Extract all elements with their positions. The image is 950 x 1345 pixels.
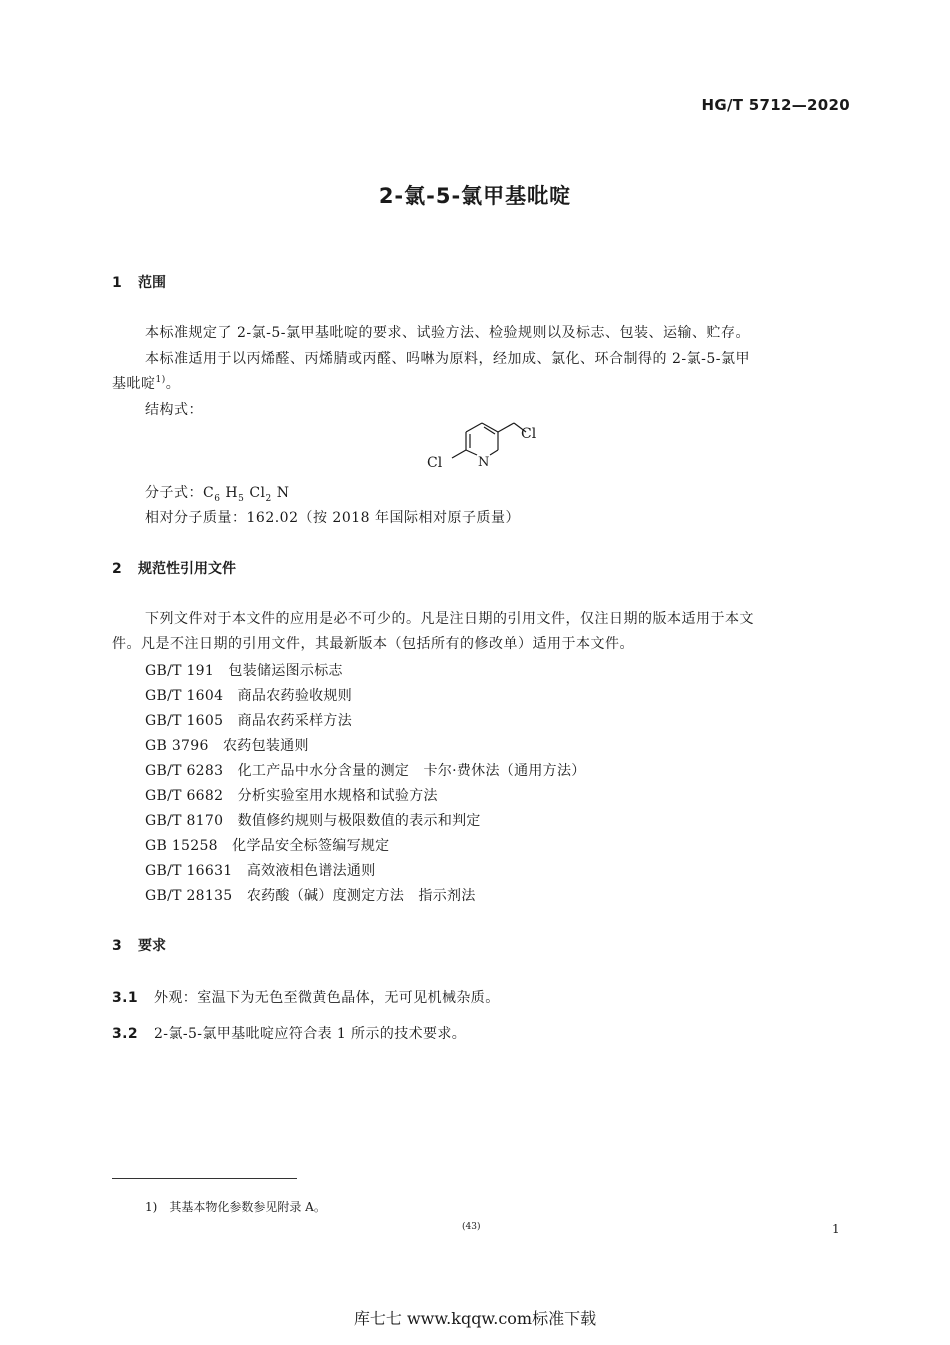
footnote-marker: 1)	[145, 1200, 158, 1214]
reference-title: 化学品安全标签编写规定	[232, 838, 390, 854]
reference-code: GB/T 16631	[145, 863, 233, 879]
formula-cl: Cl	[249, 485, 266, 501]
clause-text: 2-氯-5-氯甲基吡啶应符合表 1 所示的技术要求。	[154, 1026, 467, 1042]
section-number: 1	[112, 275, 122, 291]
page-number: 1	[832, 1222, 840, 1236]
reference-title: 高效液相色谱法通则	[246, 863, 376, 879]
reference-title: 包装储运图示标志	[228, 663, 343, 679]
footnote-reference: 1)	[155, 375, 166, 385]
footnote-divider	[112, 1178, 297, 1179]
formula-c: C	[203, 485, 215, 501]
molecular-formula-line	[145, 480, 289, 508]
reference-code: GB/T 28135	[145, 888, 233, 904]
reference-code: GB/T 191	[145, 663, 215, 679]
nitrogen-atom: N	[478, 455, 490, 470]
chlorine-atom-right: Cl	[521, 426, 537, 442]
molecular-mass-line: 相对分子质量：162.02（按 2018 年国际相对原子质量）	[145, 510, 521, 526]
watermark-text: 库七七 www.kqqw.com标准下载	[353, 1309, 597, 1328]
section-number: 3	[112, 938, 122, 954]
scope-text: 基吡啶	[112, 376, 156, 392]
reference-code: GB/T 1604	[145, 688, 224, 704]
footnote	[145, 1198, 326, 1215]
section-number: 2	[112, 561, 122, 577]
document-title: 2-氯-5-氯甲基吡啶	[378, 184, 572, 208]
clause-number: 3.2	[112, 1026, 139, 1042]
section-title: 范围	[138, 275, 166, 291]
scope-paragraph-2-line-1: 本标准适用于以丙烯醛、丙烯腈或丙醛、吗啉为原料，经加成、氯化、环合制得的 2-氯-5-氯甲	[145, 351, 750, 367]
reference-code: GB/T 6283	[145, 763, 224, 779]
section-1-heading	[112, 272, 166, 292]
reference-code: GB 3796	[145, 738, 209, 754]
clause-3-2	[112, 1023, 466, 1043]
reference-code: GB 15258	[145, 838, 218, 854]
reference-item	[145, 810, 481, 830]
formula-c-count: 6	[214, 494, 221, 504]
reference-item	[145, 885, 476, 905]
formula-h: H	[225, 485, 239, 501]
reference-title: 农药包装通则	[222, 738, 309, 754]
references-intro-line-2: 件。凡是不注日期的引用文件，其最新版本（包括所有的修改单）适用于本文件。	[112, 636, 634, 652]
structural-formula	[420, 418, 550, 478]
reference-item	[145, 785, 438, 805]
formula-cl-count: 2	[265, 494, 272, 504]
formula-h-count: 5	[238, 494, 245, 504]
formula-label: 分子式：	[145, 485, 203, 501]
reference-code: GB/T 6682	[145, 788, 224, 804]
structure-label: 结构式：	[145, 402, 203, 418]
reference-title: 商品农药验收规则	[237, 688, 353, 704]
reference-title: 农药酸（碱）度测定方法 指示剂法	[246, 888, 476, 904]
scope-text-end: 。	[165, 376, 181, 392]
section-2-heading	[112, 558, 236, 578]
reference-item	[145, 660, 343, 680]
section-title: 规范性引用文件	[138, 561, 236, 577]
footnote-text: 其基本物化参数参见附录 A。	[169, 1200, 326, 1214]
reference-title: 分析实验室用水规格和试验方法	[237, 788, 438, 804]
reference-item	[145, 835, 389, 855]
references-intro-line-1: 下列文件对于本文件的应用是必不可少的。凡是注日期的引用文件，仅注日期的版本适用于本文	[145, 611, 754, 627]
scope-paragraph-2-line-2	[112, 371, 180, 399]
section-3-heading	[112, 935, 166, 955]
reference-title: 商品农药采样方法	[237, 713, 353, 729]
reference-item	[145, 860, 376, 880]
section-title: 要求	[138, 938, 166, 954]
reference-item	[145, 735, 309, 755]
reference-code: GB/T 1605	[145, 713, 224, 729]
reference-title: 化工产品中水分含量的测定 卡尔·费休法（通用方法）	[237, 763, 586, 779]
clause-text: 外观：室温下为无色至微黄色晶体，无可见机械杂质。	[154, 990, 500, 1006]
chlorine-atom-left: Cl	[427, 455, 443, 471]
reference-item	[145, 685, 352, 705]
reference-title: 数值修约规则与极限数值的表示和判定	[237, 813, 481, 829]
reference-code: GB/T 8170	[145, 813, 224, 829]
scope-paragraph-1: 本标准规定了 2-氯-5-氯甲基吡啶的要求、试验方法、检验规则以及标志、包装、运输、贮存。	[145, 325, 750, 341]
standard-code: HG/T 5712—2020	[701, 96, 850, 114]
clause-number: 3.1	[112, 990, 139, 1006]
reference-item	[145, 710, 352, 730]
formula-n: N	[276, 485, 290, 501]
reference-item	[145, 760, 586, 780]
clause-3-1	[112, 987, 500, 1007]
page-code: (43)	[462, 1222, 481, 1232]
